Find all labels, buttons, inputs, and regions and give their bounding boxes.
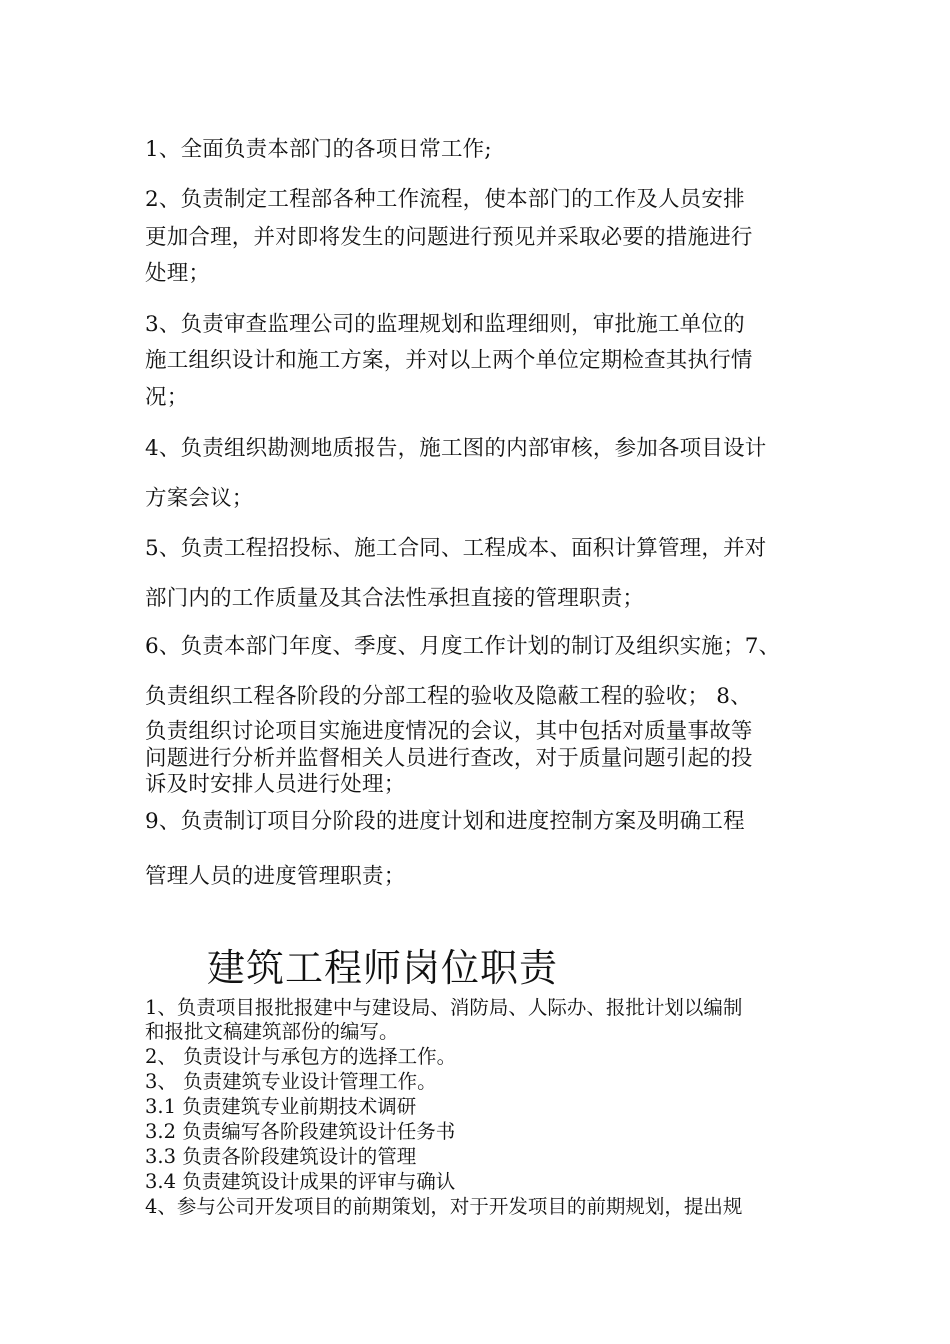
paragraph-line: 3、 负责建筑专业设计管理工作。 bbox=[145, 1070, 437, 1093]
paragraph-line: 2、负责制定工程部各种工作流程，使本部门的工作及人员安排 bbox=[145, 187, 745, 212]
paragraph-line: 管理人员的进度管理职责； bbox=[145, 864, 406, 889]
paragraph-line: 和报批文稿建筑部份的编写。 bbox=[145, 1020, 399, 1043]
paragraph-line: 1、全面负责本部门的各项日常工作; bbox=[145, 137, 492, 162]
paragraph-line: 4、负责组织勘测地质报告，施工图的内部审核，参加各项目设计 bbox=[145, 436, 767, 461]
paragraph-line: 负责组织讨论项目实施进度情况的会议，其中包括对质量事故等 bbox=[145, 719, 753, 744]
paragraph-line: 负责组织工程各阶段的分部工程的验收及隐蔽工程的验收； 8、 bbox=[145, 684, 752, 709]
paragraph-line: 3.3 负责各阶段建筑设计的管理 bbox=[145, 1145, 417, 1168]
paragraph-line: 处理； bbox=[145, 261, 211, 286]
paragraph-line: 6、负责本部门年度、季度、月度工作计划的制订及组织实施；7、 bbox=[145, 634, 781, 659]
paragraph-line: 9、负责制订项目分阶段的进度计划和进度控制方案及明确工程 bbox=[145, 809, 745, 834]
section-title: 建筑工程师岗位职责 bbox=[207, 946, 559, 990]
paragraph-line: 2、 负责设计与承包方的选择工作。 bbox=[145, 1045, 457, 1068]
paragraph-line: 1、负责项目报批报建中与建设局、消防局、人际办、报批计划以编制 bbox=[145, 996, 743, 1019]
paragraph-line: 3、负责审查监理公司的监理规划和监理细则，审批施工单位的 bbox=[145, 312, 745, 337]
paragraph-line: 3.2 负责编写各阶段建筑设计任务书 bbox=[145, 1120, 456, 1143]
paragraph-line: 更加合理，并对即将发生的问题进行预见并采取必要的措施进行 bbox=[145, 225, 753, 250]
paragraph-line: 部门内的工作质量及其合法性承担直接的管理职责； bbox=[145, 586, 645, 611]
paragraph-line: 况； bbox=[145, 385, 189, 410]
paragraph-line: 3.4 负责建筑设计成果的评审与确认 bbox=[145, 1170, 456, 1193]
paragraph-line: 诉及时安排人员进行处理； bbox=[145, 772, 406, 797]
paragraph-line: 4、参与公司开发项目的前期策划，对于开发项目的前期规划，提出规 bbox=[145, 1195, 743, 1218]
paragraph-line: 施工组织设计和施工方案，并对以上两个单位定期检查其执行情 bbox=[145, 348, 753, 373]
paragraph-line: 方案会议； bbox=[145, 486, 254, 511]
paragraph-line: 5、负责工程招投标、施工合同、工程成本、面积计算管理，并对 bbox=[145, 536, 767, 561]
paragraph-line: 3.1 负责建筑专业前期技术调研 bbox=[145, 1095, 417, 1118]
paragraph-line: 问题进行分析并监督相关人员进行查改，对于质量问题引起的投 bbox=[145, 746, 753, 771]
